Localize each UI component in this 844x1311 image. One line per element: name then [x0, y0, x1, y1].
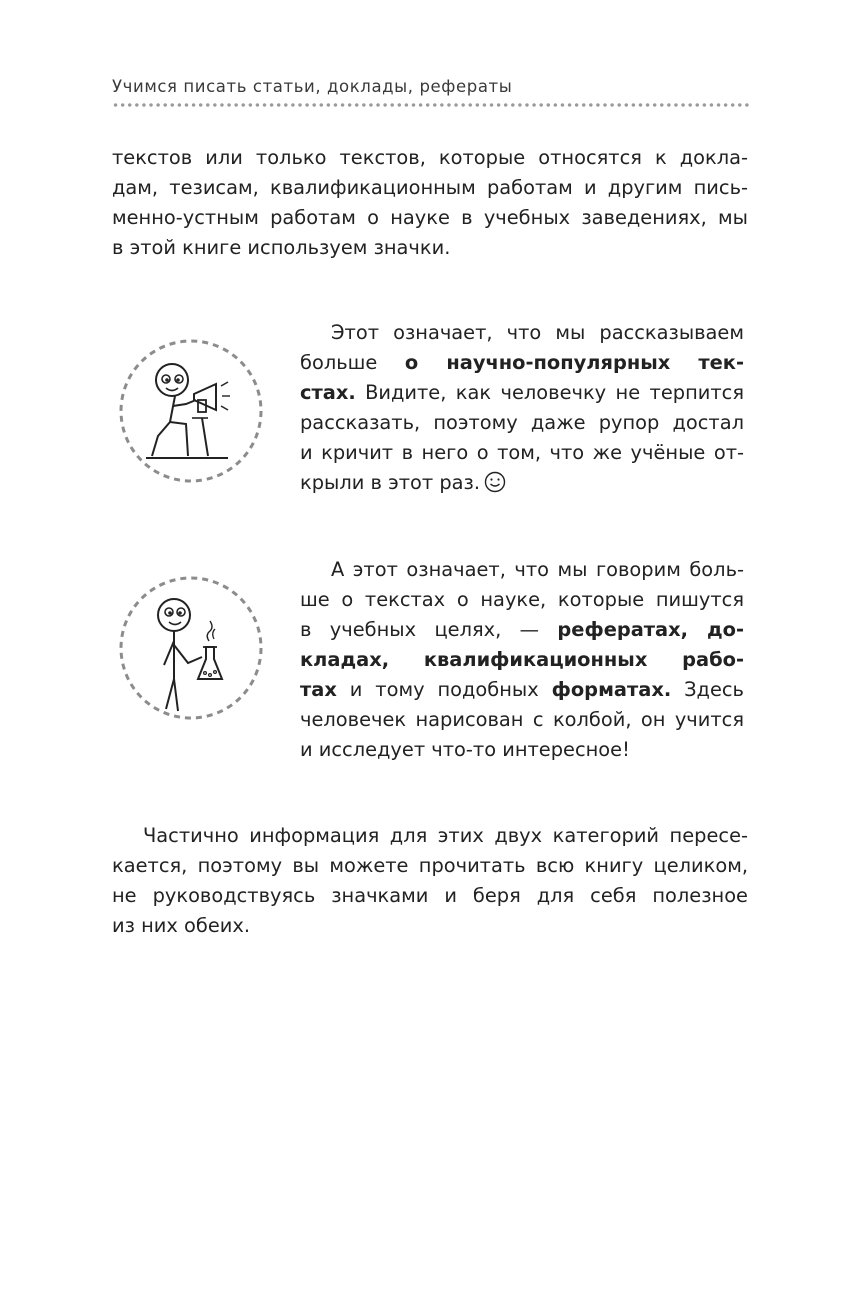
closing-paragraph — [112, 821, 748, 941]
popular-line: Этот означает, что мы рассказываем — [331, 321, 744, 344]
popular-line: больше о научно-популярных тек- — [300, 351, 744, 374]
stick-figure-megaphone-icon — [118, 338, 264, 484]
running-header: Учимся писать статьи, доклады, рефераты — [112, 77, 513, 96]
education-line: человечек нарисован с колбой, он учится — [300, 708, 744, 731]
intro-line: менно-устным работам о науке в учебных заведениях, мы — [112, 206, 748, 229]
bold-term: о научно-популярных тек- — [404, 351, 744, 374]
intro-paragraph — [112, 143, 748, 263]
popular-science-description — [300, 318, 744, 502]
education-line: А этот означает, что мы говорим боль- — [331, 558, 744, 581]
stick-figure-flask-icon — [118, 575, 264, 721]
closing-line: не руководствуясь значками и беря для себя полезное — [112, 884, 748, 907]
bold-term: тах — [300, 678, 337, 701]
education-description — [300, 555, 744, 765]
closing-line: Частично информация для этих двух категорий пересе- — [143, 824, 748, 847]
intro-line: текстов или только текстов, которые относятся к докла- — [112, 146, 748, 169]
intro-line: дам, тезисам, квалификационным работам и другим пись- — [112, 176, 748, 199]
intro-line: в этой книге используем значки. — [112, 236, 451, 259]
education-line: ше о текстах о науке, которые пишутся — [300, 588, 744, 611]
education-line: и исследует что-то интересное! — [300, 738, 630, 761]
education-line: тах и тому подобных форматах. Здесь — [300, 678, 744, 701]
popular-line: и кричит в него о том, что же учёные от- — [300, 441, 744, 464]
education-line: в учебных целях, — рефератах, до- — [300, 618, 744, 641]
bold-term: форматах. — [551, 678, 672, 701]
popular-line: стах. Видите, как человечку не терпится — [300, 381, 744, 404]
popular-line: крыли в этот раз. — [300, 468, 744, 502]
header-dotted-rule — [112, 103, 752, 107]
bold-term: кладах, квалификационных рабо- — [300, 648, 744, 671]
bold-term: рефератах, до- — [557, 618, 744, 641]
popular-line: рассказать, поэтому даже рупор достал — [300, 411, 744, 434]
bold-term: стах. — [300, 381, 356, 404]
smiley-icon — [484, 471, 506, 502]
education-line — [300, 645, 744, 675]
closing-line: из них обеих. — [112, 914, 250, 937]
closing-line: кается, поэтому вы можете прочитать всю книгу целиком, — [112, 854, 748, 877]
